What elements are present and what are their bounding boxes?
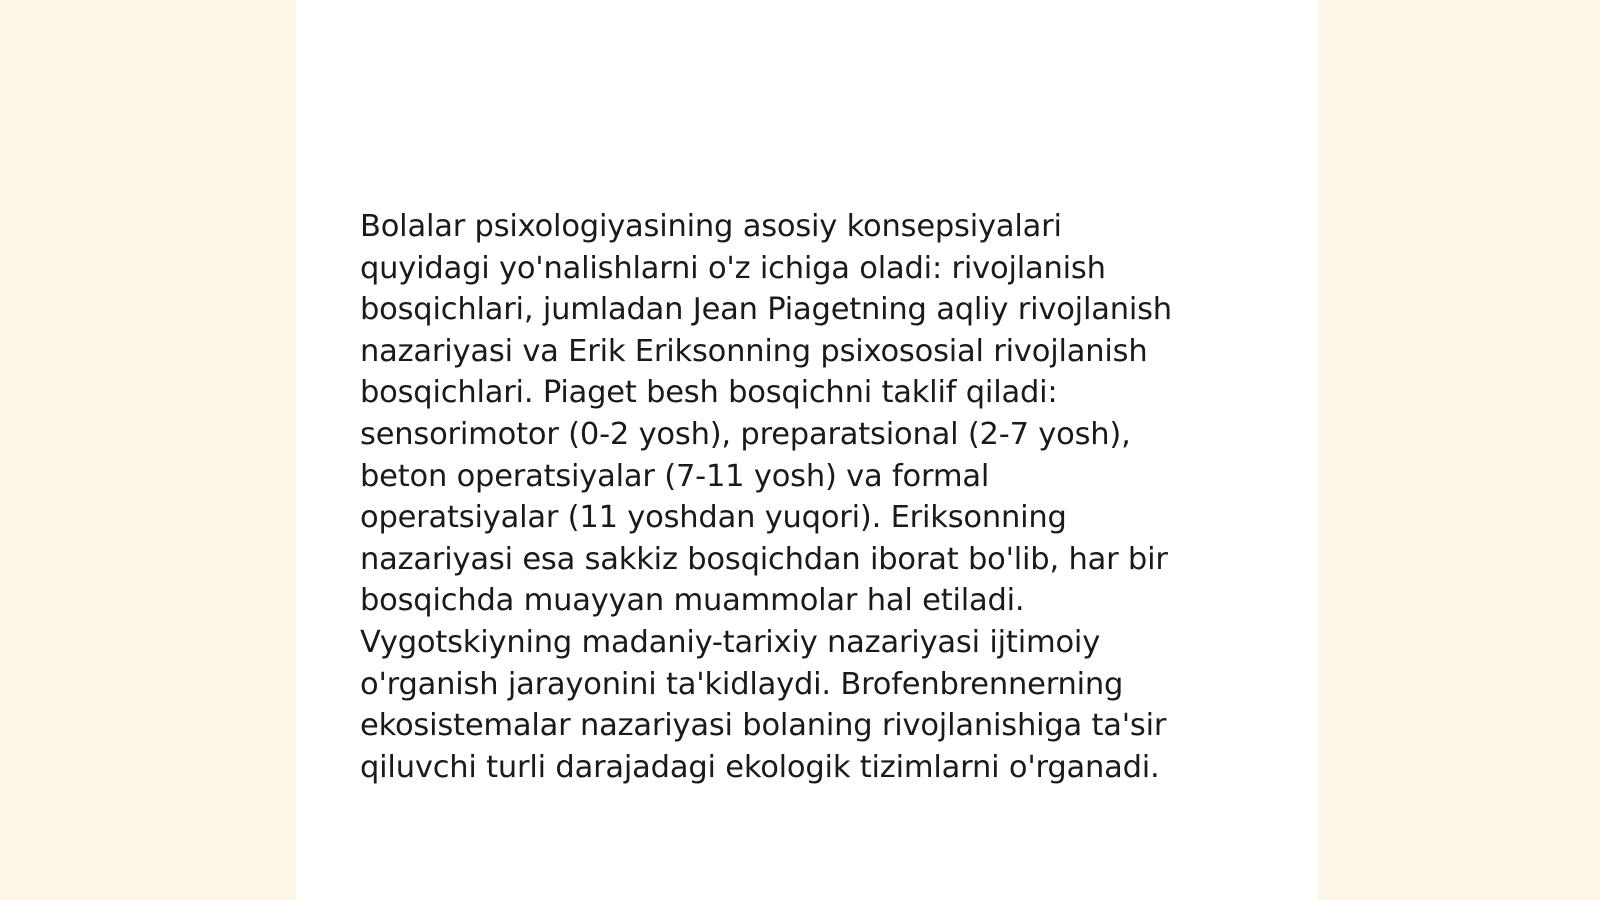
paragraph-line: sensorimotor (0-2 yosh), preparatsional (2-7 yosh), xyxy=(360,416,1131,452)
body-paragraph xyxy=(360,206,1250,788)
paragraph-line: ekosistemalar nazariyasi bolaning rivojlanishiga ta'sir xyxy=(360,708,1167,744)
paragraph-line: Bolalar psixologiyasining asosiy konsepsiyalari xyxy=(360,209,1062,244)
paragraph-line: qiluvchi turli darajadagi ekologik tizimlarni o'rganadi. xyxy=(360,749,1160,785)
paragraph-line: nazariyasi va Erik Eriksonning psixososial rivojlanish xyxy=(360,333,1148,369)
document-page xyxy=(296,0,1318,900)
paragraph-line: bosqichlari, jumladan Jean Piagetning aqliy rivojlanish xyxy=(360,292,1172,328)
paragraph-line: beton operatsiyalar (7-11 yosh) va formal xyxy=(360,458,990,494)
paragraph-line: operatsiyalar (11 yoshdan yuqori). Eriksonning xyxy=(360,500,1067,536)
paragraph-line: bosqichda muayyan muammolar hal etiladi. xyxy=(360,583,1025,619)
paragraph-line: nazariyasi esa sakkiz bosqichdan iborat bo'lib, har bir xyxy=(360,541,1168,577)
paragraph-line: bosqichlari. Piaget besh bosqichni taklif qiladi: xyxy=(360,375,1058,411)
paragraph-line: o'rganish jarayonini ta'kidlaydi. Brofenbrennerning xyxy=(360,666,1124,702)
paragraph-line: Vygotskiyning madaniy-tarixiy nazariyasi ijtimoiy xyxy=(360,624,1101,660)
paragraph-line: quyidagi yo'nalishlarni o'z ichiga oladi: rivojlanish xyxy=(360,250,1106,286)
